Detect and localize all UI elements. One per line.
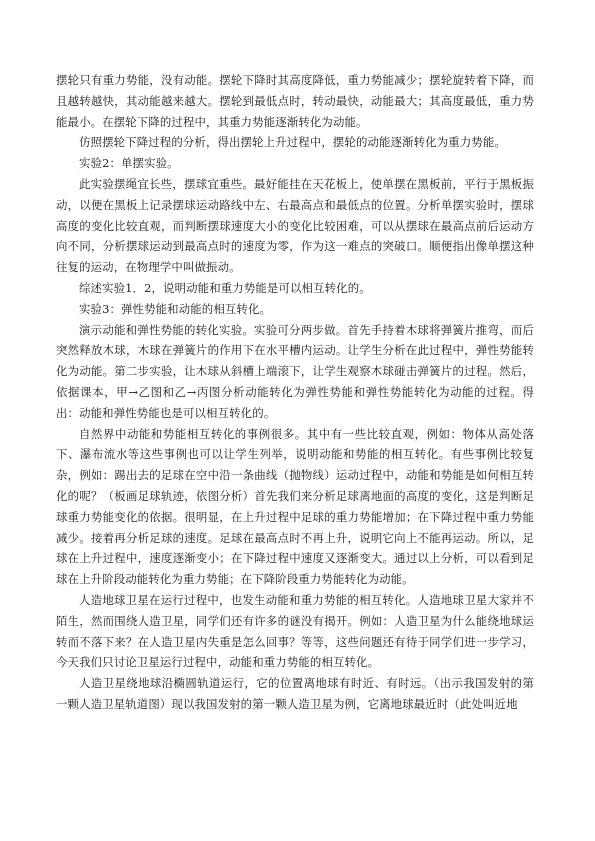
- paragraph-3-experiment-2-heading: 实验2：单摆实验。: [79, 156, 179, 171]
- paragraph-4: 此实验摆绳宜长些，摆球宜重些。最好能挂在天花板上，使单摆在黑板前，平行于黑板振动，以便在黑板上记录摆球运动路线中左、右最高点和最低点的位置。分析单摆实验时，摆球高度的变化比较直观，而判断摆球速度大小的变化比较困难，可以从摆球在最高点前后运动方向不同，分析摆球运动到最高点时的速度为零，作为这一难点的突破口。顺便指出像单摆这种往复的运动，在物理学中叫做振动。: [56, 176, 534, 275]
- body-text: [56, 70, 534, 715]
- paragraph-5: 综述实验1．2，说明动能和重力势能是可以相互转化的。: [79, 280, 371, 295]
- paragraph-9: 人造地球卫星在运行过程中，也发生动能和重力势能的相互转化。人造地球卫星大家并不陌生，然而围绕人造卫星，同学们还有许多的谜没有揭开。例如：人造卫星为什么能绕地球运转而不落下来？在人造卫星内失重是怎么回事？等等，这些问题还有待于同学们进一步学习，今天我们只讨论卫星运行过程中，动能和重力势能的相互转化。: [56, 592, 534, 670]
- paragraph-2: 仿照摆轮下降过程的分析，得出摆轮上升过程中，摆轮的动能逐渐转化为重力势能。: [79, 135, 507, 150]
- paragraph-10: 人造卫星绕地球沿椭圆轨道运行，它的位置离地球有时近、有时远。（出示我国发射的第一颗人造卫星轨道图）现以我国发射的第一颗人造卫星为例，它离地球最近时（此处叫近地: [56, 676, 534, 711]
- paragraph-6-experiment-3-heading: 实验3：弹性势能和动能的相互转化。: [79, 301, 272, 316]
- paragraph-1: 摆轮只有重力势能，没有动能。摆轮下降时其高度降低，重力势能减少；摆轮旋转着下降，而且越转越快，其动能越来越大。摆轮到最低点时，转动最快，动能最大；其高度最低，重力势能最小。在摆轮下降的过程中，其重力势能逐渐转化为动能。: [56, 73, 534, 129]
- paragraph-8: 自然界中动能和势能相互转化的事例很多。其中有一些比较直观，例如：物体从高处落下、瀑布流水等这些事例也可以让学生列举，说明动能和势能的相互转化。有些事例比较复杂，例如：踢出去的足球在空中沿一条曲线（抛物线）运动过程中，动能和势能是如何相互转化的呢？（板画足球轨迹，依图分析）首先我们来分析足球离地面的高度的变化，这是判断足球重力势能变化的依据。很明显，在上升过程中足球的重力势能增加；在下降过程中重力势能减少。接着再分析足球的速度。足球在最高点时不再上升，说明它向上不能再运动。所以，足球在上升过程中，速度逐渐变小；在下降过程中速度又逐渐变大。通过以上分析，可以看到足球在上升阶段动能转化为重力势能；在下降阶段重力势能转化为动能。: [56, 426, 534, 587]
- paragraph-7: 演示动能和弹性势能的转化实验。实验可分两步做。首先手持着木球将弹簧片推弯，而后突然释放木球，木球在弹簧片的作用下在水平槽内运动。让学生分析在此过程中，弹性势能转化为动能。第二步实验，让木球从斜槽上端滚下，让学生观察木球碰击弹簧片的过程。然后，依据课本，甲→乙图和乙→丙图分析动能转化为弹性势能和弹性势能转化为动能的过程。得出：动能和弹性势能也是可以相互转化的。: [56, 322, 534, 420]
